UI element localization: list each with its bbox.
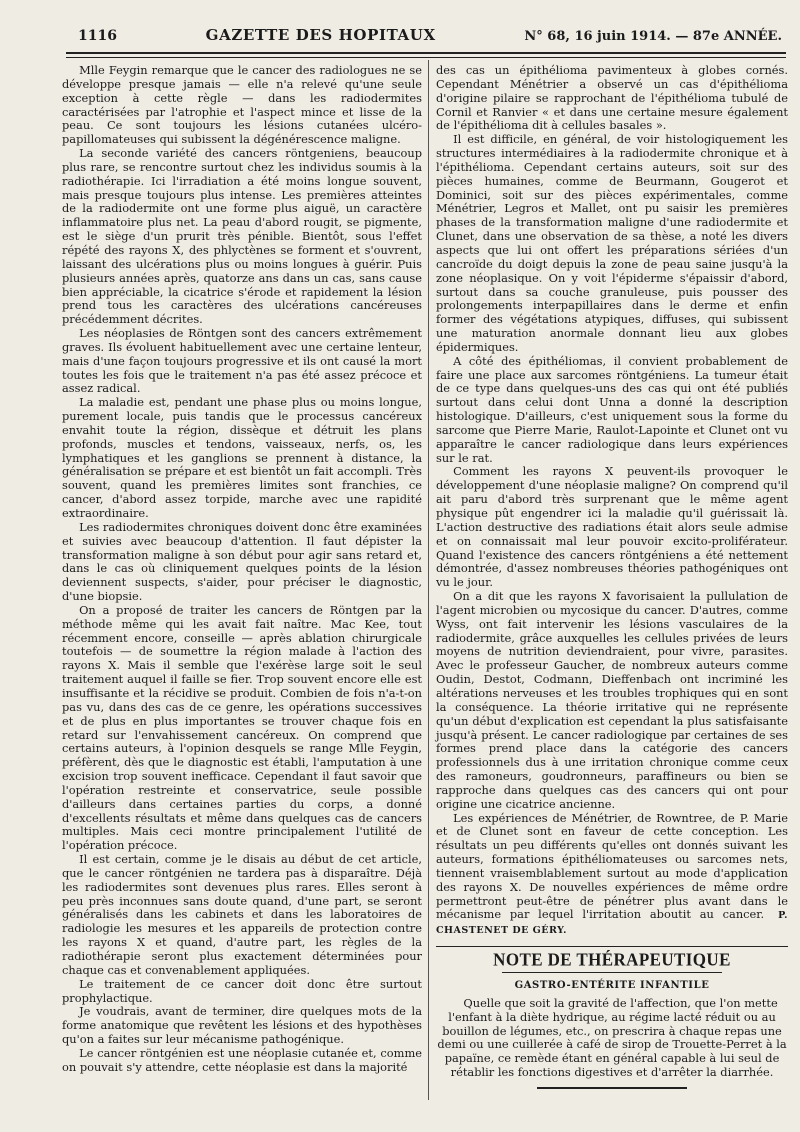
- paragraph: Le cancer röntgénien est une néoplasie cutanée et, comme on pouvait s'y attendre, cette néoplasie est dans la majorité: [62, 1045, 422, 1074]
- paragraph: La maladie est, pendant une phase plus ou moins longue, purement locale, puis tandis que le processus cancéreux envahit toute la région, dissèque et détruit les plans profonds, muscles et tendons, vaisseaux, nerfs, os, les lymphatiques et les ganglions se prennent à distance, la généralisation se prépare et est bientôt un fait accompli. Très souvent, quand les premières limites sont franchies, ce cancer, d'abord assez torpide, marche avec une rapidité extraordinaire.: [62, 395, 422, 520]
- paragraph: On a proposé de traiter les cancers de Röntgen par la méthode même qui les avait fait naître. Mac Kee, tout récemment encore, conseille — après ablation chirurgicale toutefois — de soumettre la région malade à l'action des rayons X. Mais il semble que l'exérèse large soit le seul traitement auquel il faille se fier. Trop souvent encore elle est insuffisante et la récidive se produit. Combien de fois n'a-t-on pas vu, dans des cas de ce genre, les opérations successives et de plus en plus importantes se trouver chaque fois en retard sur l'envahissement cancéreux. On comprend que certains auteurs, à l'opinion desquels se range Mlle Feygin, préfèrent, dès que le diagnostic est établi, l'amputation à une excision trop souvent inefficace. Cependant il faut savoir que l'opération restreinte et conservatrice, seule possible d'ailleurs dans certaines parties du corps, a donné d'excellents résultats et même dans quelques cas de cancers multiples. Mais ceci montre principalement l'utilité de l'opération précoce.: [62, 602, 422, 853]
- note-text: Quelle que soit la gravité de l'affection, que l'on mette l'enfant à la diète hydrique, au régime lacté réduit ou au bouillon de légumes, etc., on prescrira à chaque repas une demi ou une cuillerée à café de sirop de Trouette-Perret à la papaïne, ce remède étant en général capable à lui seul de rétablir les fonctions digestives et d'arrêter la diarrhée.: [437, 995, 787, 1080]
- right-column: [436, 64, 788, 1090]
- paragraph: Je voudrais, avant de terminer, dire quelques mots de la forme anatomique que revêtent les lésions et des hypothèses qu'on a faites sur leur mécanisme pathogénique.: [62, 1004, 422, 1047]
- end-flourish: [537, 1086, 687, 1090]
- page-header: [78, 26, 782, 52]
- paragraph: On a dit que les rayons X favorisaient la pullulation de l'agent microbien ou mycosique du cancer. D'autres, comme Wyss, ont fait intervenir les lésions vasculaires de la radiodermite, grâce auxquelles les cellules privées de leurs moyens de nutrition deviendraient, pour vivre, parasites. Avec le professeur Gaucher, de nombreux auteurs comme Oudin, Destot, Codmann, Dieffenbach ont incriminé les altérations nerveuses et les troubles trophiques qui en sont la conséquence. La théorie irritative qui ne représente qu'un début d'explication est cependant la plus satisfaisante jusqu'à présent. Le cancer radiologique par certaines de ses formes prend place dans la catégorie des cancers professionnels dus à une irritation chronique comme ceux des ramoneurs, goudronneurs, paraffineurs ou bien se rapproche dans quelques cas des cancers qui ont pour origine une cicatrice ancienne.: [436, 589, 788, 811]
- paragraph-with-signature: [436, 812, 788, 939]
- paragraph: Il est difficile, en général, de voir histologiquement les structures intermédiaires à la radiodermite chronique et à l'épithélioma. Cependant certains auteurs, soit sur des pièces humaines, comme de Beurmann, Gougerot et Dominici, soit sur des pièces expérimentales, comme Ménétrier, Legros et Mallet, ont pu saisir les premières phases de la transformation maligne d'une radiodermite et Clunet, dans une observation de sa thèse, a noté les divers aspects que lui ont offert les préparations sériées d'un cancroïde du doigt depuis la zone de peau saine jusqu'à la zone néoplasique. On y voit l'épiderme s'épaissir d'abord, surtout dans sa couche granuleuse, puis pousser des prolongements interpapillaires dans le derme et enfin former des végétations atypiques, diffuses, qui subissent une maturation anormale donnant lieu aux globes épidermiques.: [436, 132, 788, 354]
- paragraph: Comment les rayons X peuvent-ils provoquer le développement d'une néoplasie maligne? On comprend qu'il ait paru d'abord très surprenant que le même agent physique pût engendrer ici la maladie qu'il guérissait là. L'action destructive des radiations était alors seule admise et on connaissait mal leur pouvoir excito-proliférateur. Quand l'existence des cancers röntgéniens a été nettement démontrée, d'assez nombreuses théories pathogéniques ont vu le jour.: [436, 464, 788, 590]
- paragraph: Les néoplasies de Röntgen sont des cancers extrêmement graves. Ils évoluent habituellement avec une certaine lenteur, mais d'une façon toujours progressive et ils ont causé la mort toutes les fois que le traitement n'a pas été assez précoce et assez radical.: [62, 326, 422, 396]
- paragraph: des cas un épithélioma pavimenteux à globes cornés. Cependant Ménétrier a observé un cas d'épithélioma d'origine pilaire se rapprochant de l'épithélioma tubulé de Cornil et Ranvier « et dans une certaine mesure également de l'épithélioma dit à cellules basales ».: [436, 63, 788, 133]
- paragraph: Mlle Feygin remarque que le cancer des radiologues ne se développe presque jamais — elle n'a relevé qu'une seule exception à cette règle — dans les radiodermites caractérisées par l'atrophie et l'aspect mince et lisse de la peau. Ce sont toujours les lésions cutanées ulcéro-papillomateuses qui subissent la dégénérescence maligne.: [62, 63, 422, 147]
- journal-title: GAZETTE DES HOPITAUX: [205, 26, 436, 44]
- therapeutic-note: [436, 946, 788, 1090]
- section-subrule: [502, 972, 722, 973]
- left-column: [62, 64, 422, 1075]
- section-rule: [436, 946, 788, 947]
- header-rule: [66, 52, 786, 58]
- paragraph: A côté des épithéliomas, il convient probablement de faire une place aux sarcomes röntgéniens. La tumeur était de ce type dans quelques-uns des cas qui ont été publiés surtout dans celui dont Unna a donné la description histologique. D'ailleurs, c'est uniquement sous la forme du sarcome que Pierre Marie, Raulot-Lapointe et Clunet ont vu apparaître le cancer radiologique dans leurs expériences sur le rat.: [436, 353, 788, 465]
- column-divider: [428, 60, 429, 1100]
- paragraph: Les expériences de Ménétrier, de Rowntree, de P. Marie et de Clunet sont en faveur de cette conception. Les résultats un peu différents qu'elles ont donnés suivant les auteurs, formations épithéliomateuses ou sarcomes nets, tiennent vraisemblablement surtout au mode d'application des rayons X. De nouvelles expériences de même ordre permettront peut-être de pénétrer plus avant dans le mécanisme par lequel l'irritation aboutit au cancer.: [436, 810, 788, 922]
- paragraph: Les radiodermites chroniques doivent donc être examinées et suivies avec beaucoup d'attention. Il faut dépister la transformation maligne à son début pour agir sans retard et, dans le cas où cliniquement quelques points de la lésion deviennent suspects, s'aider, pour préciser le diagnostic, d'une biopsie.: [62, 519, 422, 604]
- paragraph: La seconde variété des cancers röntgeniens, beaucoup plus rare, se rencontre surtout chez les individus soumis à la radiothérapie. Ici l'irradiation a été moins longue souvent, mais presque toujours plus intense. Les premières atteintes de la radiodermite ont une forme plus aiguë, un caractère inflammatoire plus net. La peau d'abord rougit, se pigmente, est le siège d'un prurit très pénible. Bientôt, sous l'effet répété des rayons X, des phlyctènes se forment et s'ouvrent, laissant des ulcérations plus ou moins longues à guérir. Puis plusieurs années après, quatorze ans dans un cas, sans cause bien appréciable, la cicatrice s'érode et rapidement la lésion prend tous les caractères des ulcérations cancéreuses précédemment décrites.: [62, 146, 422, 327]
- section-title: NOTE DE THÉRAPEUTIQUE: [493, 949, 731, 970]
- paragraph: Il est certain, comme je le disais au début de cet article, que le cancer röntgénien ne tardera pas à disparaître. Déjà les radiodermites sont devenues plus rares. Elles seront à peu près inconnues sans doute quand, d'une part, se seront généralisés dans les cabinets et dans les laboratoires de radiologie les mesures et les appareils de protection contre les rayons X et quand, d'autre part, les règles de la radiothérapie seront plus exactement déterminées pour chaque cas et convenablement appliquées.: [62, 852, 422, 977]
- paragraph: Le traitement de ce cancer doit donc être surtout prophylactique.: [62, 976, 422, 1005]
- issue-info: N° 68, 16 juin 1914. — 87e ANNÉE.: [524, 29, 782, 44]
- page-number: 1116: [78, 28, 117, 44]
- author-signature: P. CHASTENET DE GÉRY.: [436, 910, 788, 937]
- section-subtitle: GASTRO-ENTÉRITE INFANTILE: [514, 980, 710, 991]
